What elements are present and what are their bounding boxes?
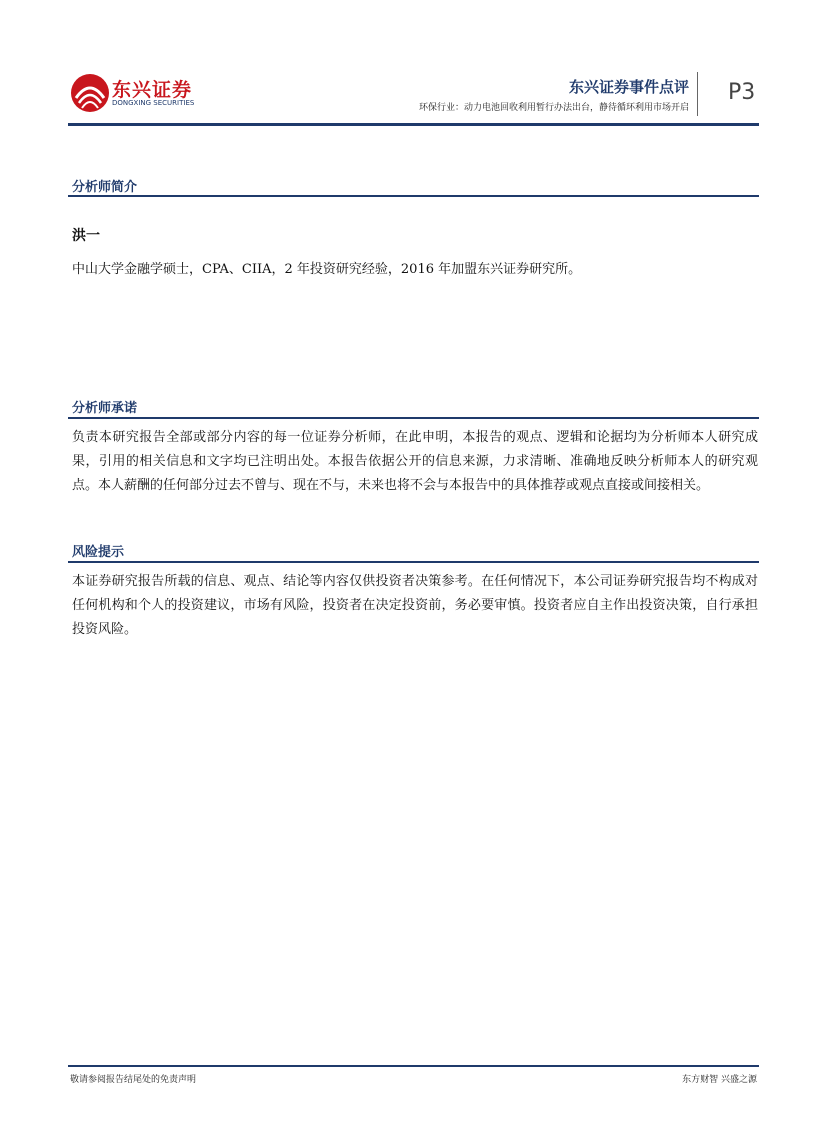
page-number: P3 bbox=[728, 80, 756, 105]
report-type-title: 东兴证券事件点评 bbox=[568, 78, 689, 96]
risk-paragraph: 本证券研究报告所载的信息、观点、结论等内容仅供投资者决策参考。在任何情况下，本公司证券研究报告均不构成对任何机构和个人的投资建议，市场有风险，投资者在决定投资前，务必要审慎。投资者应自主作出投资决策，自行承担投资风险。 bbox=[72, 574, 758, 637]
logo-text-en: DONGXING SECURITIES bbox=[112, 99, 195, 107]
header-divider bbox=[697, 72, 698, 116]
section-rule bbox=[68, 561, 759, 563]
section-title-analyst-intro: 分析师简介 bbox=[72, 180, 138, 195]
commitment-paragraph: 负责本研究报告全部或部分内容的每一位证券分析师，在此申明，本报告的观点、逻辑和论据均为分析师本人研究成果，引用的相关信息和文字均已注明出处。本报告依据公开的信息来源，力求清晰、准确地反映分析师本人的研究观点。本人薪酬的任何部分过去不曾与、现在不与，未来也将不会与本报告中的具体推荐或观点直接或间接相关。 bbox=[72, 430, 758, 493]
footer-disclaimer-note: 敬请参阅报告结尾处的免责声明 bbox=[70, 1075, 197, 1085]
section-rule bbox=[68, 195, 759, 197]
section-rule bbox=[68, 417, 759, 419]
footer-rule bbox=[68, 1065, 759, 1067]
logo-text-cn: 东兴证券 bbox=[112, 79, 193, 101]
header-rule bbox=[68, 123, 759, 126]
section-title-risk-notice: 风险提示 bbox=[72, 545, 125, 560]
analyst-bio: 中山大学金融学硕士，CPA、CIIA，2 年投资研究经验，2016 年加盟东兴证券研究所。 bbox=[72, 262, 582, 277]
report-subtitle: 环保行业：动力电池回收利用暂行办法出台，静待循环利用市场开启 bbox=[418, 103, 689, 113]
section-title-analyst-commitment: 分析师承诺 bbox=[72, 401, 138, 416]
footer-slogan: 东方财智 兴盛之源 bbox=[682, 1075, 757, 1085]
analyst-name: 洪一 bbox=[72, 228, 100, 244]
